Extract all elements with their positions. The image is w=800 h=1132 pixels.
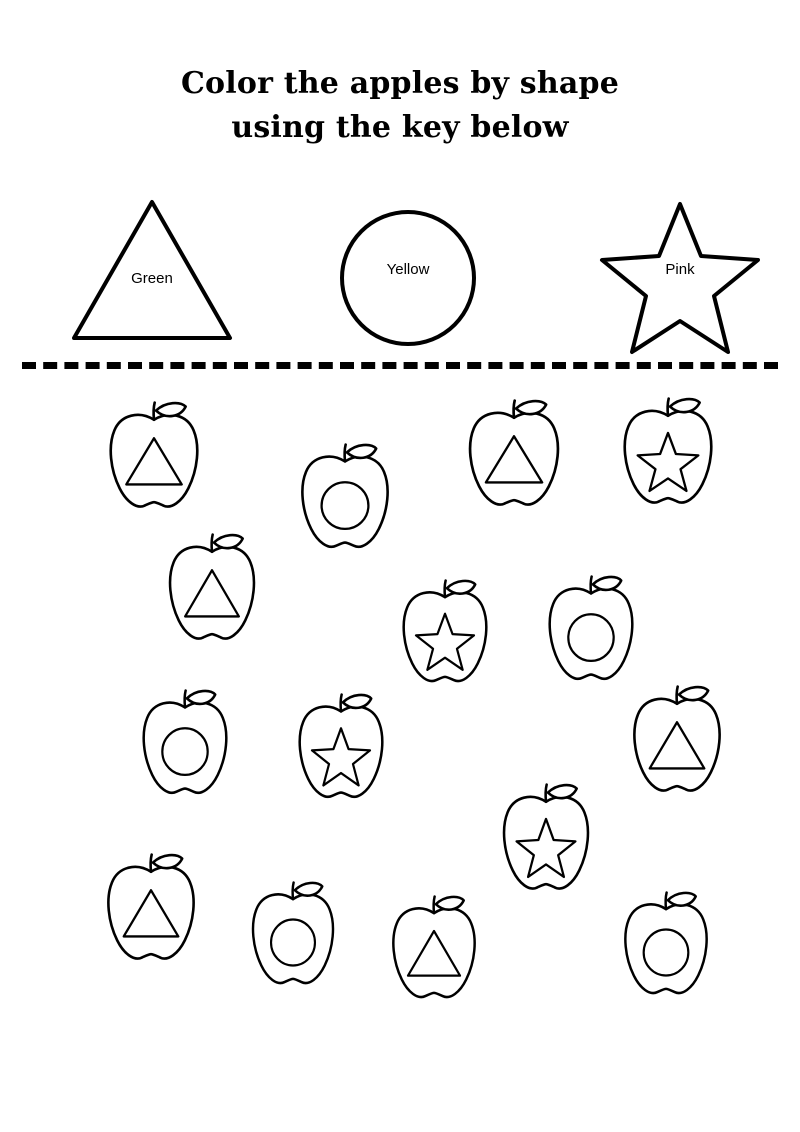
apple-triangle — [88, 400, 220, 522]
apple-triangle — [612, 684, 742, 806]
apple-stem — [677, 687, 678, 704]
apple-stem — [185, 691, 186, 708]
apple-triangle — [372, 894, 496, 1012]
apple-leaf — [668, 893, 696, 906]
apple-circle — [528, 574, 654, 694]
apple-stem — [445, 581, 446, 598]
inner-circle — [644, 930, 689, 976]
apple-leaf — [295, 883, 322, 896]
apple-stem — [546, 785, 547, 802]
title-line-2: using the key below — [231, 110, 569, 145]
key-label-yellow: Yellow — [386, 261, 430, 278]
apple-stem — [293, 883, 294, 900]
apple-leaf — [343, 695, 371, 708]
apple-circle — [122, 688, 248, 808]
apple-leaf — [593, 577, 621, 590]
apple-leaf — [187, 691, 215, 704]
apple-circle — [604, 890, 728, 1008]
apple-star — [278, 692, 404, 812]
apple-leaf — [436, 897, 464, 910]
apple-stem — [666, 893, 667, 910]
apple-leaf — [447, 581, 475, 594]
inner-circle — [568, 614, 613, 661]
inner-circle — [162, 728, 207, 775]
apple-triangle — [148, 532, 276, 654]
apple-stem — [341, 695, 342, 712]
apple-triangle — [86, 852, 216, 974]
apple-stem — [151, 855, 152, 872]
apple-leaf — [153, 855, 182, 868]
apple-star — [602, 396, 734, 518]
key-label-green: Green — [131, 270, 173, 287]
apple-stem — [345, 445, 346, 462]
apple-triangle — [447, 398, 581, 520]
apple-star — [482, 782, 610, 904]
title-line-1: Color the apples by shape — [180, 66, 619, 101]
apple-stem — [514, 401, 515, 418]
apple-leaf — [679, 687, 708, 700]
apple-star — [382, 578, 508, 696]
apple-leaf — [347, 445, 376, 458]
apple-stem — [591, 577, 592, 594]
apple-circle — [232, 880, 354, 998]
apple-leaf — [156, 403, 186, 416]
inner-circle — [271, 920, 315, 966]
inner-circle — [322, 482, 369, 529]
apple-leaf — [214, 535, 243, 548]
apple-stem — [154, 403, 155, 420]
apple-leaf — [516, 401, 546, 414]
apple-stem — [212, 535, 213, 552]
key-label-pink: Pink — [665, 261, 695, 278]
apple-leaf — [670, 399, 700, 412]
apple-stem — [668, 399, 669, 416]
apple-circle — [280, 442, 410, 562]
apple-stem — [434, 897, 435, 914]
apple-leaf — [548, 785, 577, 798]
